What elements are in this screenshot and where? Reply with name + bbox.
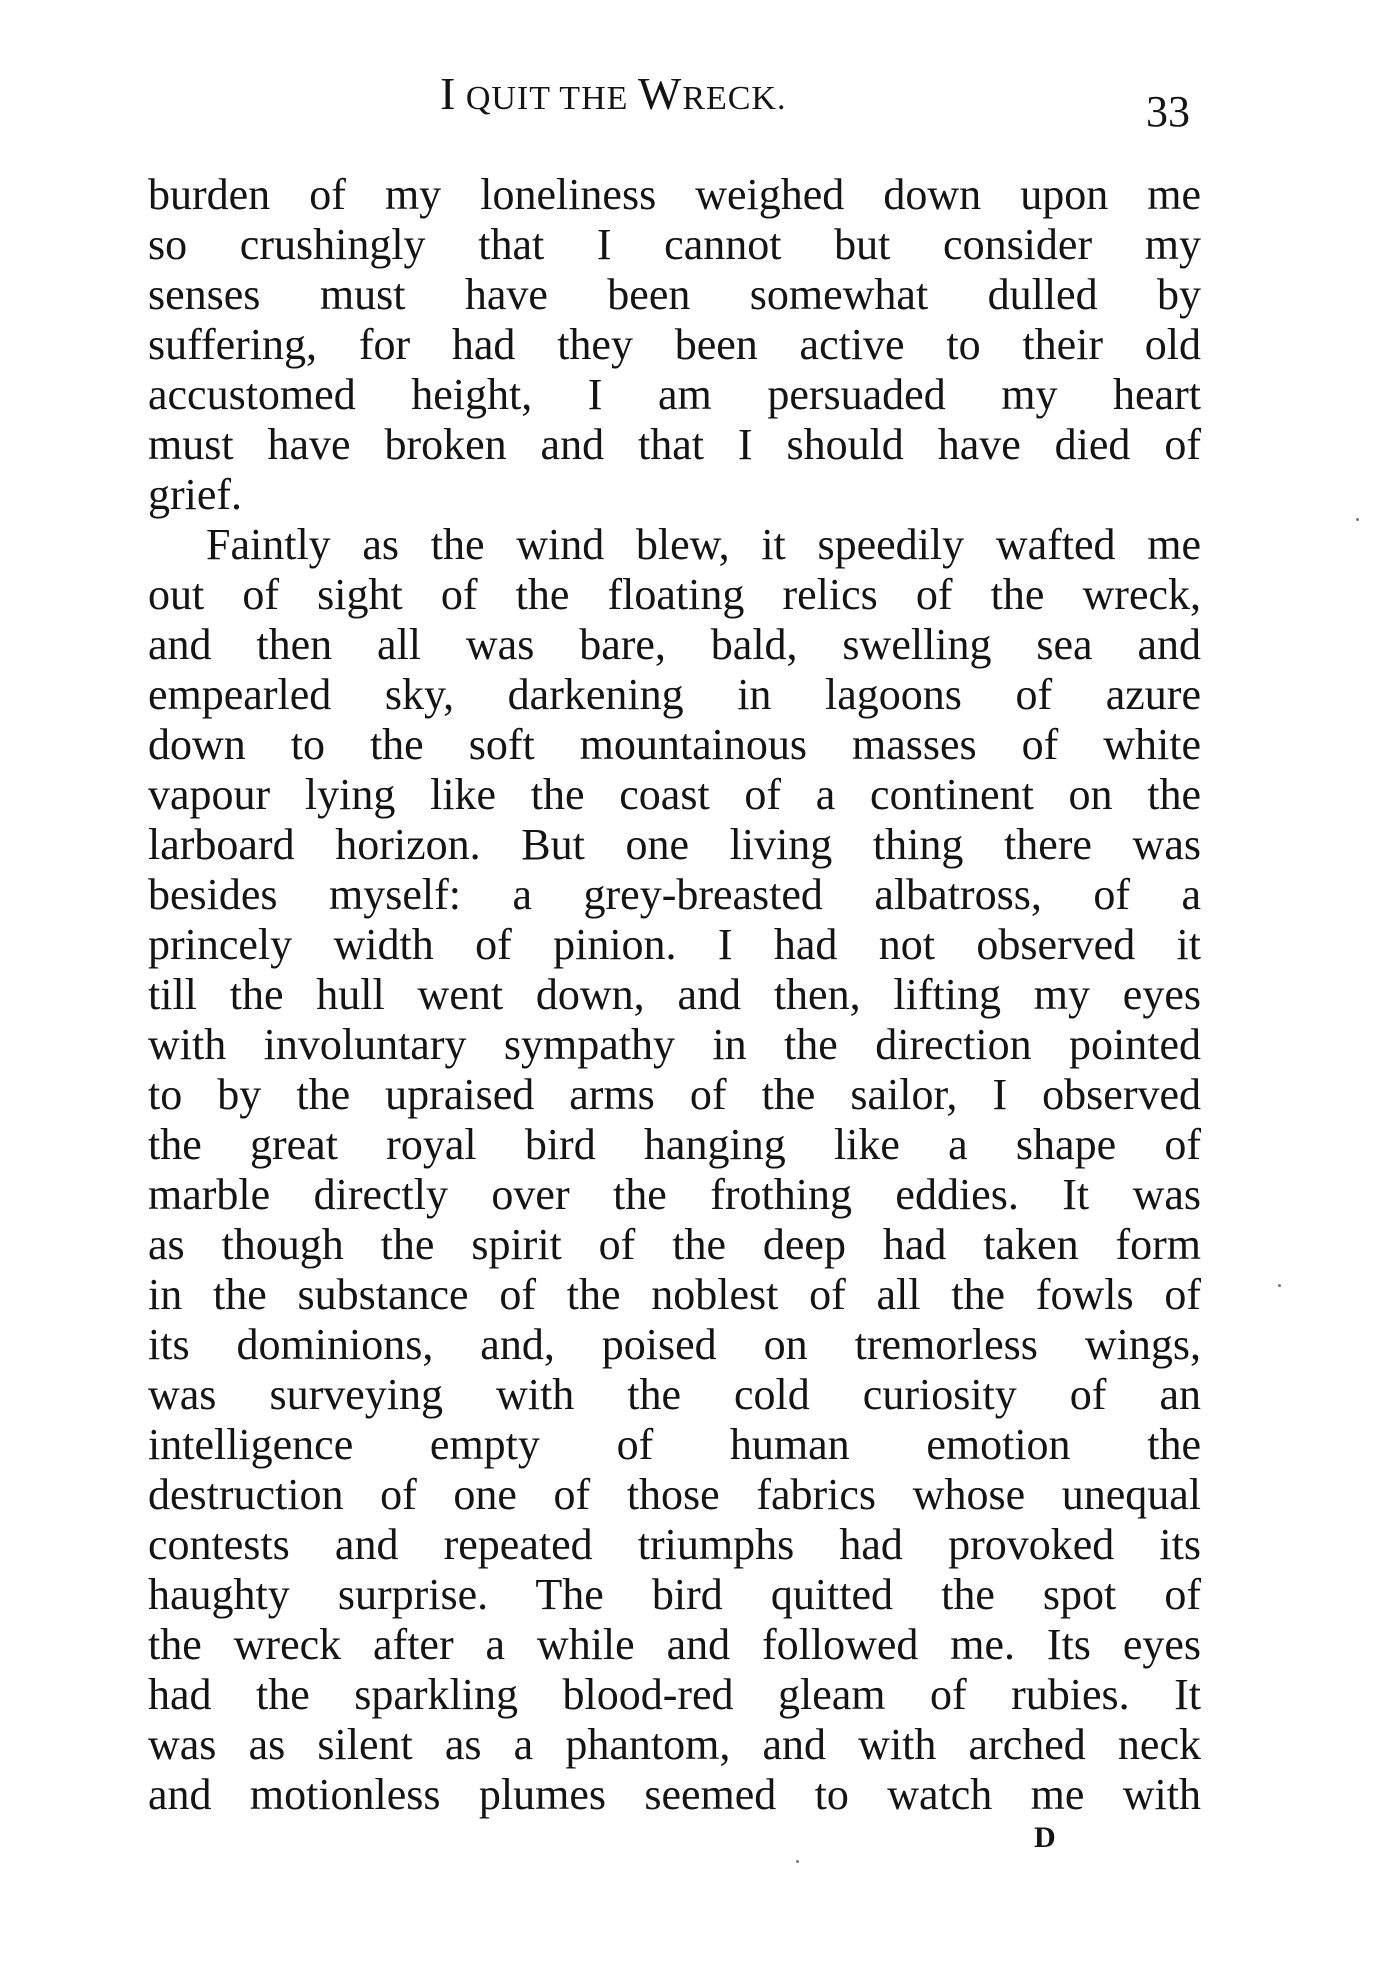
text-line: with involuntary sympathy in the direction pointed xyxy=(148,1020,1201,1069)
paper-speck xyxy=(796,1860,799,1863)
text-line: was surveying with the cold curiosity of an xyxy=(148,1370,1201,1419)
text-line: till the hull went down, and then, lifting my eyes xyxy=(148,970,1201,1019)
text-line: senses must have been somewhat dulled by xyxy=(148,270,1201,319)
paper-speck xyxy=(1278,1284,1281,1287)
text-line: must have broken and that I should have died of xyxy=(148,420,1201,469)
running-title-cap-i: I xyxy=(440,68,457,119)
text-line: the great royal bird hanging like a shape of xyxy=(148,1120,1201,1169)
text-line: besides myself: a grey-breasted albatross, of a xyxy=(148,870,1201,919)
text-line: empearled sky, darkening in lagoons of azure xyxy=(148,670,1201,719)
running-title-cap-w: W xyxy=(637,68,683,119)
text-line: princely width of pinion. I had not observed it xyxy=(148,920,1201,969)
text-line: and then all was bare, bald, swelling sea and xyxy=(148,620,1201,669)
text-line: intelligence empty of human emotion the xyxy=(148,1420,1201,1469)
paper-speck xyxy=(1356,518,1359,521)
text-line: as though the spirit of the deep had taken form xyxy=(148,1220,1201,1269)
text-line: haughty surprise. The bird quitted the spot of xyxy=(148,1570,1201,1619)
text-line: burden of my loneliness weighed down upon me xyxy=(148,170,1201,219)
text-line: so crushingly that I cannot but consider my xyxy=(148,220,1201,269)
text-line: was as silent as a phantom, and with arched neck xyxy=(148,1720,1201,1769)
running-title-reck: RECK. xyxy=(682,80,787,117)
text-line: in the substance of the noblest of all the fowls of xyxy=(148,1270,1201,1319)
text-line: accustomed height, I am persuaded my heart xyxy=(148,370,1201,419)
text-line: larboard horizon. But one living thing there was xyxy=(148,820,1201,869)
text-line: marble directly over the frothing eddies. It was xyxy=(148,1170,1201,1219)
text-line: down to the soft mountainous masses of white xyxy=(148,720,1201,769)
text-line: to by the upraised arms of the sailor, I observed xyxy=(148,1070,1201,1119)
text-line: vapour lying like the coast of a continent on the xyxy=(148,770,1201,819)
running-title xyxy=(440,66,787,122)
text-line: out of sight of the floating relics of the wreck, xyxy=(148,570,1201,619)
text-line: destruction of one of those fabrics whose unequal xyxy=(148,1470,1201,1519)
running-title-quit-the: QUIT THE xyxy=(456,80,638,117)
running-title-text xyxy=(440,70,787,119)
text-line: suffering, for had they been active to their old xyxy=(148,320,1201,369)
text-line: its dominions, and, poised on tremorless wings, xyxy=(148,1320,1201,1369)
page-number: 33 xyxy=(1146,87,1190,136)
text-line: and motionless plumes seemed to watch me with xyxy=(148,1770,1201,1819)
text-line: grief. xyxy=(148,470,243,519)
body-text xyxy=(148,170,1201,1820)
text-line: Faintly as the wind blew, it speedily wafted me xyxy=(206,520,1201,569)
text-line: contests and repeated triumphs had provoked its xyxy=(148,1520,1201,1569)
signature-mark: D xyxy=(1034,1821,1056,1854)
text-line: the wreck after a while and followed me. Its eyes xyxy=(148,1620,1201,1669)
text-line: had the sparkling blood-red gleam of rubies. It xyxy=(148,1670,1201,1719)
